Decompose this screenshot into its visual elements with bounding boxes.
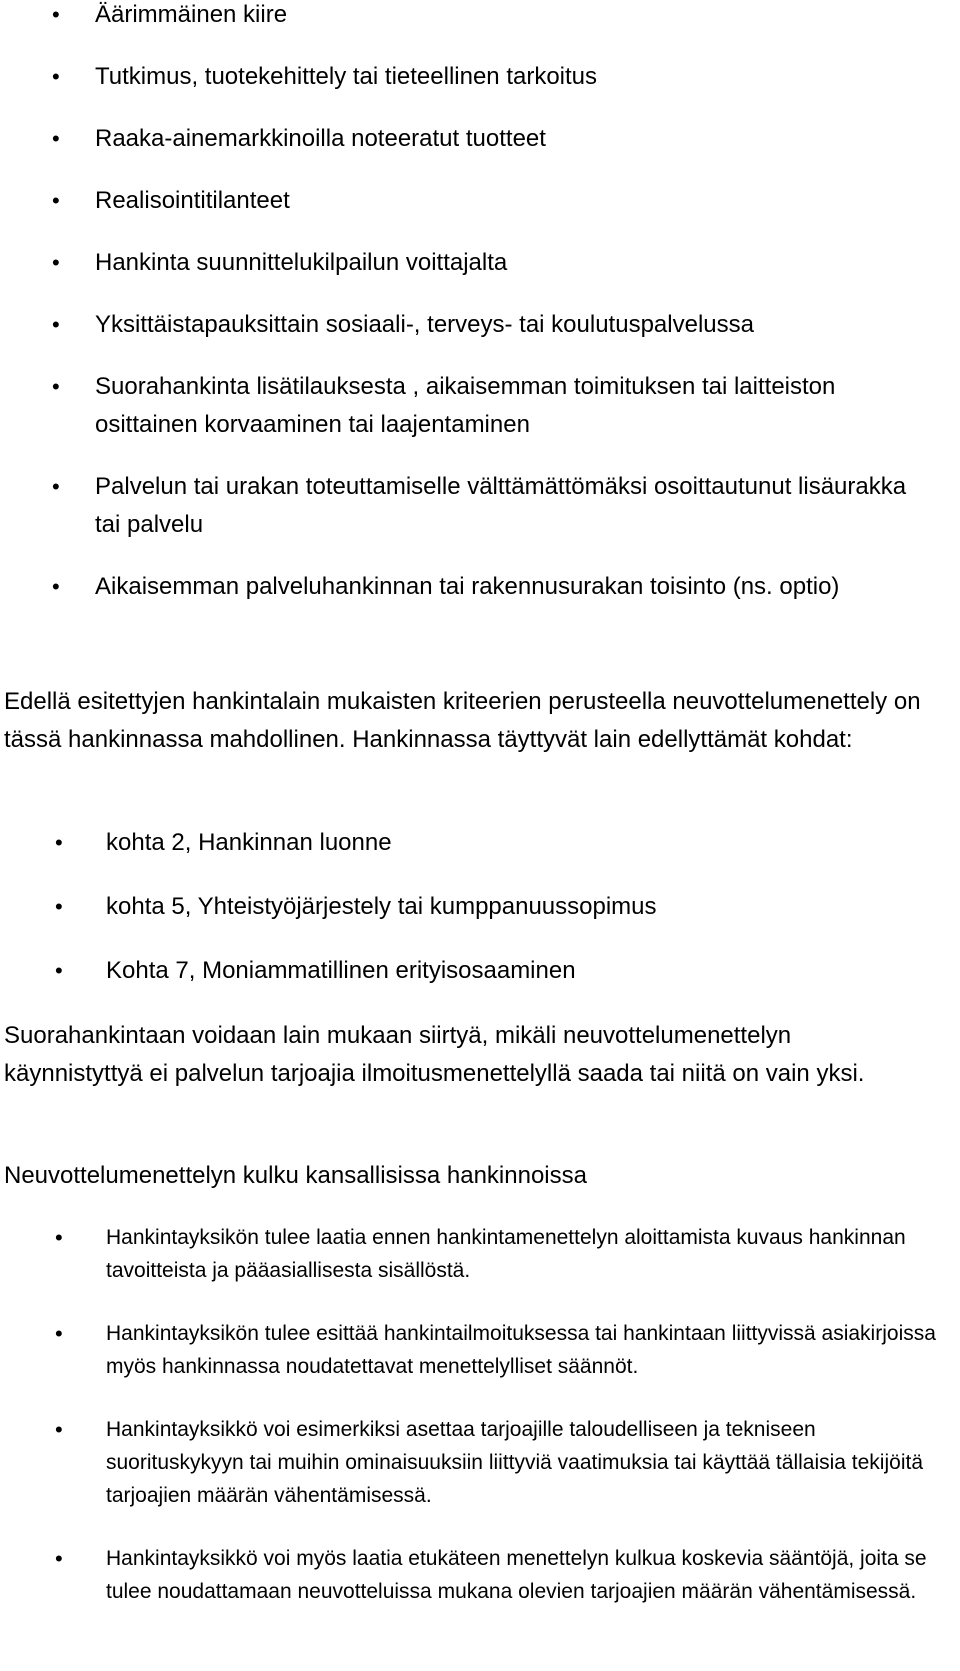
bullet-icon: •	[52, 64, 60, 89]
criteria-list	[0, 0, 960, 630]
list-item-text: Hankintayksikkö voi esimerkiksi asettaa tarjoajille taloudelliseen ja tekniseen suorituskykyyn tai muihin ominaisuuksiin liittyviä vaatimuksia tai käyttää tällaisia tekijöitä tarjoajien määrän vähentämisessä.	[106, 1418, 924, 1507]
paragraph-criteria-summary: Edellä esitettyjen hankintalain mukaisten kriteerien perusteella neuvottelumenettely on tässä hankinnassa mahdollinen. Hankinnassa täyttyvät lain edellyttämät kohdat:	[4, 688, 921, 753]
list-item	[0, 952, 960, 990]
list-item-text: kohta 2, Hankinnan luonne	[106, 829, 392, 856]
list-item-text: Realisointitilanteet	[95, 187, 290, 214]
list-item	[0, 568, 960, 606]
bullet-icon: •	[55, 894, 63, 919]
list-item	[0, 824, 960, 862]
list-item-text: Suorahankinta lisätilauksesta , aikaisemman toimituksen tai laitteiston osittainen korvaaminen tai laajentaminen	[95, 373, 836, 438]
list-item	[0, 468, 960, 544]
bullet-icon: •	[52, 574, 60, 599]
list-item-text: Hankintayksikkö voi myös laatia etukäteen menettelyn kulkua koskevia sääntöjä, joita se tulee noudattamaan neuvotteluissa mukana olevien tarjoajien määrän vähentämisessä.	[106, 1547, 927, 1603]
bullet-icon: •	[52, 188, 60, 213]
list-item	[0, 182, 960, 220]
paragraph-direct-procurement: Suorahankintaan voidaan lain mukaan siirtyä, mikäli neuvottelumenettelyn käynnistyttyä ei palvelun tarjoajia ilmoitusmenettelyllä saada tai niitä on vain yksi.	[4, 1022, 865, 1087]
bullet-icon: •	[52, 250, 60, 275]
list-item-text: Äärimmäinen kiire	[95, 1, 288, 28]
list-item-text: Tutkimus, tuotekehittely tai tieteellinen tarkoitus	[95, 63, 598, 90]
bullet-icon: •	[55, 958, 63, 983]
list-item	[0, 306, 960, 344]
list-item-text: Kohta 7, Moniammatillinen erityisosaaminen	[106, 957, 576, 984]
list-item-text: Hankintayksikön tulee laatia ennen hankintamenettelyn aloittamista kuvaus hankinnan tavoitteista ja pääasiallisesta sisällöstä.	[106, 1226, 906, 1282]
section-heading: Neuvottelumenettelyn kulku kansallisissa hankinnoissa	[4, 1162, 587, 1189]
list-item	[0, 1221, 960, 1287]
bullet-icon: •	[52, 474, 60, 499]
bullet-icon: •	[55, 1225, 63, 1250]
list-item	[0, 120, 960, 158]
bullet-icon: •	[55, 830, 63, 855]
list-item	[0, 1413, 960, 1512]
list-item	[0, 368, 960, 444]
list-item-text: Yksittäistapauksittain sosiaali-, terveys- tai koulutuspalvelussa	[95, 311, 754, 338]
list-item-text: Raaka-ainemarkkinoilla noteeratut tuotteet	[95, 125, 546, 152]
bullet-icon: •	[52, 126, 60, 151]
procedure-list	[0, 1221, 960, 1638]
list-item	[0, 888, 960, 926]
list-item	[0, 58, 960, 96]
list-item-text: Hankinta suunnittelukilpailun voittajalta	[95, 249, 508, 276]
list-item	[0, 1317, 960, 1383]
list-item	[0, 1542, 960, 1608]
bullet-icon: •	[55, 1417, 63, 1442]
bullet-icon: •	[55, 1546, 63, 1571]
bullet-icon: •	[52, 312, 60, 337]
list-item-text: Aikaisemman palveluhankinnan tai rakennusurakan toisinto (ns. optio)	[95, 573, 840, 600]
bullet-icon: •	[52, 374, 60, 399]
list-item-text: Palvelun tai urakan toteuttamiselle välttämättömäksi osoittautunut lisäurakka tai palvelu	[95, 473, 907, 538]
list-item	[0, 244, 960, 282]
fulfilled-points-list	[0, 824, 960, 1016]
list-item-text: kohta 5, Yhteistyöjärjestely tai kumppanuussopimus	[106, 893, 657, 920]
list-item-text: Hankintayksikön tulee esittää hankintailmoituksessa tai hankintaan liittyvissä asiakirjoissa myös hankinnassa noudatettavat menettelylliset säännöt.	[106, 1322, 936, 1378]
list-item	[0, 0, 960, 34]
bullet-icon: •	[52, 2, 60, 27]
bullet-icon: •	[55, 1321, 63, 1346]
